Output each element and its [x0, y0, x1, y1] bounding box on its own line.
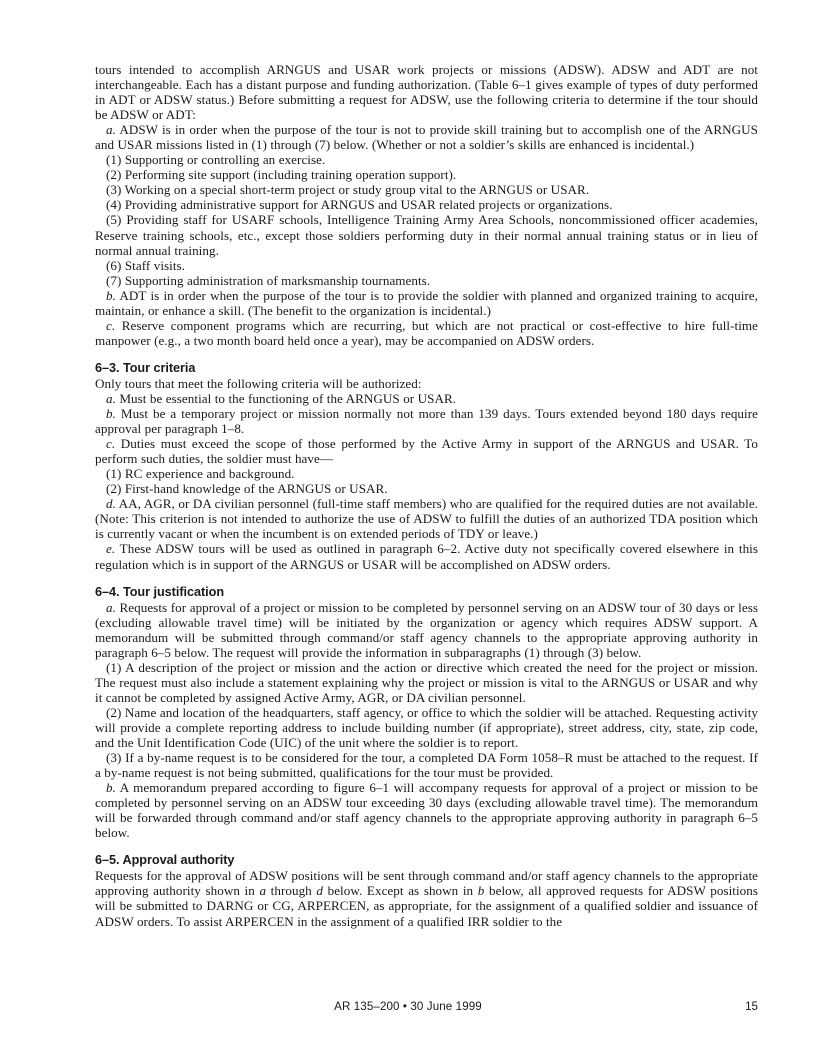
paragraph-6-5-lead: Requests for the approval of ADSW positions will be sent through command and/or staff agency channels to the appropriate approving authority shown in a through d below. Except as shown in b below, all approved requests for ADSW positions will be submitted to DARNG or CG, ARPERCEN, as appropriate, for the assignment of a qualified soldier and issuance of ADSW orders. To assist ARPERCEN in the assignment of a qualified IRR soldier to the — [95, 868, 758, 929]
paragraph-6-2-a-5: (5) Providing staff for USARF schools, Intelligence Training Army Area Schools, noncommissioned officer academies, Reserve training schools, etc., except those soldiers performing duty in their normal annual training status or in lieu of normal annual training. — [95, 212, 758, 258]
heading-6-3: 6–3. Tour criteria — [95, 360, 196, 375]
heading-6-4: 6–4. Tour justification — [95, 584, 225, 599]
paragraph-6-2-c: c. Reserve component programs which are recurring, but which are not practical or cost-effective to hire full-time manpower (e.g., a two month board held once a year), may be accompanied on ADSW orders. — [95, 317, 758, 348]
spacer-before-6-4 — [95, 572, 758, 585]
paragraph-6-3-c-1: (1) RC experience and background. — [106, 466, 295, 482]
paragraph-6-2-a-4: (4) Providing administrative support for ARNGUS and USAR related projects or organizations. — [106, 197, 613, 213]
paragraph-6-4-b: b. A memorandum prepared according to figure 6–1 will accompany requests for approval of a project or mission to be completed by personnel serving on an ADSW tour exceeding 30 days (excluding allowable travel time). The memorandum will be forwarded through command and/or staff agency channels to the appropriate approving authority in paragraph 6–5 below. — [95, 780, 758, 841]
heading-6-5: 6–5. Approval authority — [95, 853, 235, 868]
paragraph-6-3-e: e. These ADSW tours will be used as outlined in paragraph 6–2. Active duty not specifically covered elsewhere in this regulation which is in support of the ARNGUS or USAR will be accomplished on ADSW orders. — [95, 541, 758, 572]
paragraph-intro: tours intended to accomplish ARNGUS and USAR work projects or missions (ADSW). ADSW and ADT are not interchangeable. Each has a distant purpose and funding authorization. (Table 6–1 gives example of types of duty performed in ADT or ADSW status.) Before submitting a request for ADSW, use the following criteria to determine if the tour should be ADSW or ADT: — [95, 62, 758, 123]
page-body-content — [95, 62, 758, 929]
paragraph-6-2-a-6: (6) Staff visits. — [106, 257, 186, 273]
paragraph-6-4-a-1: (1) A description of the project or mission and the action or directive which created the need for the project or mission. The request must also include a statement explaining why the project or mission is vital to the ARNGUS or USAR and why it cannot be completed by assigned Active Army, AGR, or DA civilian personnel. — [95, 659, 758, 705]
page-footer — [0, 1000, 816, 1020]
paragraph-6-2-a-1: (1) Supporting or controlling an exercise. — [106, 152, 326, 168]
footer-page-number: 15 — [745, 1000, 758, 1013]
paragraph-6-2-b: b. ADT is in order when the purpose of the tour is to provide the soldier with planned and organized training to acquire, maintain, or enhance a skill. (The benefit to the organization is incidental.) — [95, 287, 758, 318]
paragraph-6-3-c: c. Duties must exceed the scope of those performed by the Active Army in support of the ARNGUS and USAR. To perform such duties, the soldier must have— — [95, 436, 758, 467]
paragraph-6-3-d: d. AA, AGR, or DA civilian personnel (full-time staff members) who are qualified for the required duties are not available. (Note: This criterion is not intended to authorize the use of ADSW to fulfill the duties of an authorized TDA position which is currently vacant or when the incumbent is on extended periods of TDY or leave.) — [95, 496, 758, 542]
paragraph-6-2-a: a. ADSW is in order when the purpose of the tour is not to provide skill training but to accomplish one of the ARNGUS and USAR missions listed in (1) through (7) below. (Whether or not a soldier’s skills are enhanced is incidental.) — [95, 122, 758, 153]
paragraph-6-3-b: b. Must be a temporary project or mission normally not more than 139 days. Tours extended beyond 180 days require approval per paragraph 1–8. — [95, 406, 758, 437]
paragraph-6-3-lead: Only tours that meet the following criteria will be authorized: — [95, 375, 422, 391]
paragraph-6-3-a: a. Must be essential to the functioning of the ARNGUS or USAR. — [106, 390, 457, 406]
paragraph-6-2-a-2: (2) Performing site support (including training operation support). — [106, 167, 457, 183]
paragraph-6-4-a-3: (3) If a by-name request is to be considered for the tour, a completed DA Form 1058–R must be attached to the request. If a by-name request is not being submitted, qualifications for the tour must be provided. — [95, 750, 758, 781]
paragraph-6-4-a: a. Requests for approval of a project or mission to be completed by personnel serving on an ADSW tour of 30 days or less (excluding allowable travel time) will be initiated by the organization or agency which requires ADSW support. A memorandum will be submitted through command/or staff agency channels to the appropriate approving authority in paragraph 6–5 below. The request will provide the information in subparagraphs (1) through (3) below. — [95, 599, 758, 660]
paragraph-6-2-a-7: (7) Supporting administration of marksmanship tournaments. — [106, 272, 431, 288]
spacer-before-6-3 — [95, 348, 758, 361]
paragraph-6-4-a-2: (2) Name and location of the headquarters, staff agency, or office to which the soldier will be attached. Requesting activity will provide a complete reporting address to include building number (if appropriate), street address, city, state, zip code, and the Unit Identification Code (UIC) of the unit where the soldier is to report. — [95, 704, 758, 751]
paragraph-6-3-c-2: (2) First-hand knowledge of the ARNGUS or USAR. — [106, 481, 388, 497]
paragraph-6-2-a-3: (3) Working on a special short-term project or study group vital to the ARNGUS or USAR. — [106, 182, 590, 198]
spacer-before-6-5 — [95, 840, 758, 853]
footer-publication-line: AR 135–200 • 30 June 1999 — [334, 1000, 482, 1013]
